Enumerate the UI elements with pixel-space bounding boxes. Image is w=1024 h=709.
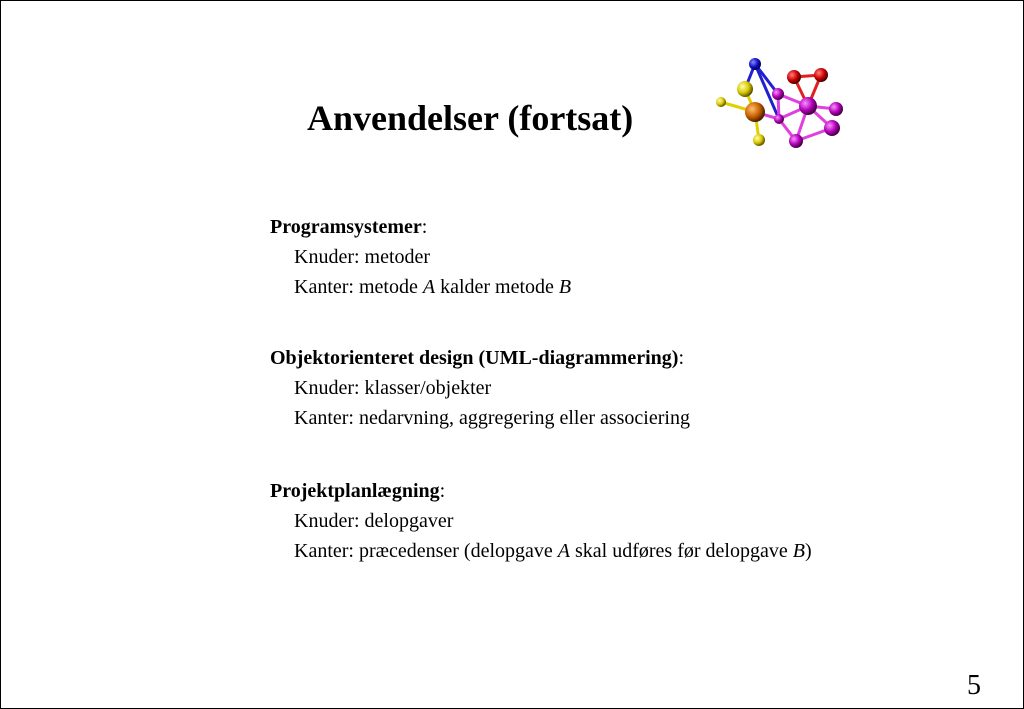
section-line-nodes: Knuder: delopgaver xyxy=(294,510,454,532)
molecule-graph-icon xyxy=(707,51,857,156)
section-heading: Programsystemer: xyxy=(270,216,428,238)
slide-title: Anvendelser (fortsat) xyxy=(307,98,634,138)
section-programsystemer xyxy=(270,212,571,302)
page-number: 5 xyxy=(967,670,981,701)
section-line-edges: Kanter: præcedenser (delopgave A skal udføres før delopgave B) xyxy=(294,540,812,562)
section-line-nodes: Knuder: metoder xyxy=(294,246,431,268)
section-projektplanlaegning xyxy=(270,476,812,566)
section-line-nodes: Knuder: klasser/objekter xyxy=(294,377,492,399)
section-objektorienteret-design xyxy=(270,343,690,433)
section-heading: Projektplanlægning: xyxy=(270,480,446,502)
section-line-edges: Kanter: nedarvning, aggregering eller associering xyxy=(294,407,690,429)
section-line-edges: Kanter: metode A kalder metode B xyxy=(294,276,572,298)
section-heading: Objektorienteret design (UML-diagrammering): xyxy=(270,347,684,369)
